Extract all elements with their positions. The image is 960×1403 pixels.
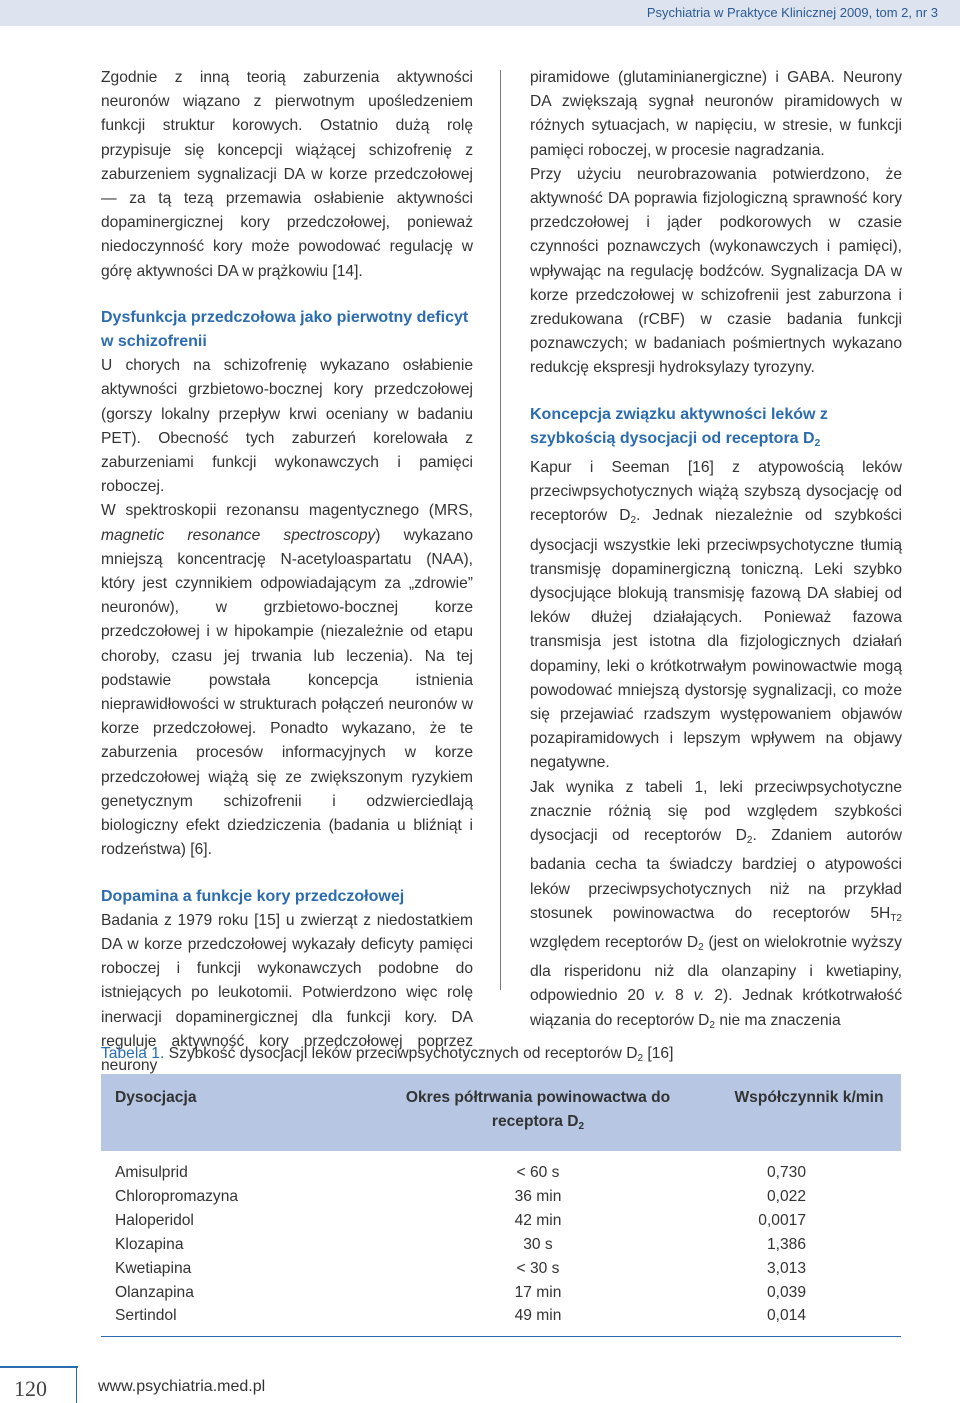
k-value: 0,730 <box>766 1164 806 1181</box>
table-caption: Tabela 1. Szybkość dysocjacji leków przeciwpsychotycznych od receptorów $D_2$ [16] <box>101 1045 674 1064</box>
table-row <box>101 1304 901 1336</box>
drug-name: Haloperidol <box>115 1211 194 1229</box>
drug-name: Amisulprid <box>115 1164 188 1181</box>
k-value: 1,386 <box>766 1235 806 1253</box>
left-column <box>101 66 473 1078</box>
header-coefficient: Współczynnik k/min <box>717 1074 901 1151</box>
half-life-value: 49 min <box>359 1304 717 1336</box>
table-row <box>101 1185 901 1209</box>
k-value: 3,013 <box>766 1259 806 1277</box>
drug-name: Olanzapina <box>115 1283 194 1301</box>
half-life-value: < 30 s <box>516 1259 560 1277</box>
section3-paragraph-1: Kapur i Seeman [16] z atypowością leków przeciwpsychotycznych wiążą szybszą dysocjację od receptorów $D_2$. Jednak niezależnie od szybkości dysocjacji wszystkie leki przeciwpsychotyczne tłumią transmisję dopaminergiczną toniczną. Leki szybko dysocjujące blokują transmisję fazową DA słabiej od leków dłużej działających. Ponieważ fazowa transmisja jest istotna dla fizjologicznych działań dopaminy, leki o krótkotrwałym powinowactwie mogą powodować mniejszą dystorsję sygnalizacji, co może się przejawiać rzadszym występowaniem objawów pozapiramidowych i lepszym wpływem na objawy negatywne. <box>530 459 903 772</box>
header-half-life: Okres półtrwania powinowactwa do receptora $D_2$ <box>359 1074 717 1151</box>
section-heading-prefrontal-dysfunction: Dysfunkcja przedczołowa jako pierwotny deficyt w schizofrenii <box>101 308 469 351</box>
footer-rule <box>0 1366 78 1368</box>
table-header-row <box>101 1074 901 1151</box>
drug-name: Kwetiapina <box>115 1259 192 1277</box>
running-header <box>0 0 960 26</box>
intro-paragraph: Zgodnie z inną teorią zaburzenia aktywności neuronów wiązano z pierwotnym upośledzeniem funkcji struktur korowych. Ostatnio dużą rolę przypisuje się koncepcji wiążącej schizofrenię z zaburzeniem sygnalizacji DA w korze przedczołowej — za tą tezą przemawia osłabienie aktywności dopaminergicznej kory przedczołowej, ponieważ niedoczynność kory może powodować regulację w górę aktywności DA w prążkowiu [14]. <box>101 69 473 280</box>
half-life-value: 30 s <box>523 1235 553 1253</box>
section-heading-dopamine: Dopamina a funkcje kory przedczołowej <box>101 887 405 905</box>
column-divider <box>500 70 501 990</box>
half-life-value: 36 min <box>514 1187 562 1205</box>
section3-paragraph-2: Jak wynika z tabeli 1, leki przeciwpsychotyczne znacznie różnią się pod względem szybkości dysocjacji od receptorów $D_2$. Zdaniem autorów badania cecha ta świadczy bardziej o atypowości leków przeciwpsychotycznych niż na przykład stosunek powinowactwa do receptorów $5H_{T2}$ względem receptorów $D_2$ (jest on wielokrotnie wyższy dla risperidonu niż dla olanzapiny i kwetiapiny, odpowiednio 20 v. 8 v. 2). Jednak krótkotrwałość wiązania do receptorów $D_2$ nie ma znaczenia <box>530 778 902 1031</box>
table-row <box>101 1233 901 1257</box>
page-number: 120 <box>14 1376 47 1401</box>
continuation-paragraph-1: piramidowe (glutaminianergiczne) i GABA. Neurony DA zwiększają sygnał neuronów piramidowych w różnych sytuacjach, w napięciu, w stresie, w funkcji pamięci roboczej, w procesie nagradzania. <box>530 69 902 159</box>
footer-divider <box>76 1366 77 1403</box>
half-life-value: < 60 s <box>516 1164 560 1181</box>
journal-citation: Psychiatria w Praktyce Klinicznej 2009, tom 2, nr 3 <box>646 5 938 20</box>
half-life-value: 42 min <box>514 1211 562 1229</box>
header-dissociation: Dysocjacja <box>101 1074 359 1151</box>
half-life-value: 17 min <box>514 1283 562 1301</box>
drug-name: Chloropromazyna <box>115 1187 239 1205</box>
table-row <box>101 1281 901 1305</box>
table-row <box>101 1209 901 1233</box>
section-heading-dissociation: Koncepcja związku aktywności leków z szybkością dysocjacji od receptora $D_2$ <box>530 405 828 449</box>
drug-name: Sertindol <box>101 1304 359 1336</box>
drug-name: Klozapina <box>115 1235 184 1253</box>
footer-url: www.psychiatria.med.pl <box>98 1378 266 1395</box>
table-row <box>101 1257 901 1281</box>
table-label: Tabela 1. <box>101 1045 165 1062</box>
right-column <box>530 66 902 1038</box>
table-row <box>101 1151 901 1185</box>
k-value: 0,039 <box>766 1283 806 1301</box>
section1-paragraph-2: W spektroskopii rezonansu magentycznego (MRS, magnetic resonance spectroscopy) wykazano mniejszą koncentrację N-acetyloaspartatu (NAA), który jest czynnikiem odpowiadającym za „zdrowie” neuronów), w grzbietowo-bocznej korze przedczołowej i w hipokampie (niezależnie od etapu choroby, czasu jej trwania lub leczenia). Na tej podstawie powstała koncepcja istnienia nieprawidłowości w strukturach połączeń neuronów w korze przedczołowej. Ponadto wykazano, że te zaburzenia procesów informacyjnych w korze przedczołowej wiążą się ze zwiększonym ryzykiem genetycznym schizofrenii i odzwierciedlają biologiczny efekt dziedziczenia (badania u bliźniąt i rodzeństwa) [6]. <box>101 502 473 859</box>
k-value: 0,022 <box>766 1187 806 1205</box>
continuation-paragraph-2: Przy użyciu neurobrazowania potwierdzono, że aktywność DA poprawia fizjologiczną sprawność kory przedczołowej i jąder podkorowych w czasie czynności poznawczych (wykonawczych i pamięci), wpływając na regulację bodźców. Sygnalizacja DA w korze przedczołowej w schizofrenii jest zaburzona i zredukowana (rCBF) w czasie badania funkcji poznawczych; w badaniach pośmiertnych wykazano redukcję ekspresji hydroksylazy tyrozyny. <box>530 165 902 377</box>
k-value: 0,0017 <box>758 1211 806 1229</box>
table-body <box>101 1151 901 1337</box>
section2-paragraph-1: Badania z 1979 roku [15] u zwierząt z niedostatkiem DA w korze przedczołowej wykazały deficyty pamięci roboczej i funkcji wykonawczych podobne do istniejących po leukotomii. Potwierdzono więc rolę inerwacji dopaminergicznej dla funkcji kory. DA reguluje aktywność kory przedczołowej poprzez neurony <box>101 911 473 1074</box>
section1-paragraph-1: U chorych na schizofrenię wykazano osłabienie aktywności grzbietowo-bocznej kory przedczołowej (gorszy lokalny przepływ krwi oceniany w badaniu PET). Obecność tych zaburzeń korelowała z zaburzeniami funkcji wykonawczych i pamięci roboczej. <box>101 357 473 496</box>
k-value: 0,014 <box>717 1304 901 1336</box>
dissociation-table <box>101 1074 901 1337</box>
